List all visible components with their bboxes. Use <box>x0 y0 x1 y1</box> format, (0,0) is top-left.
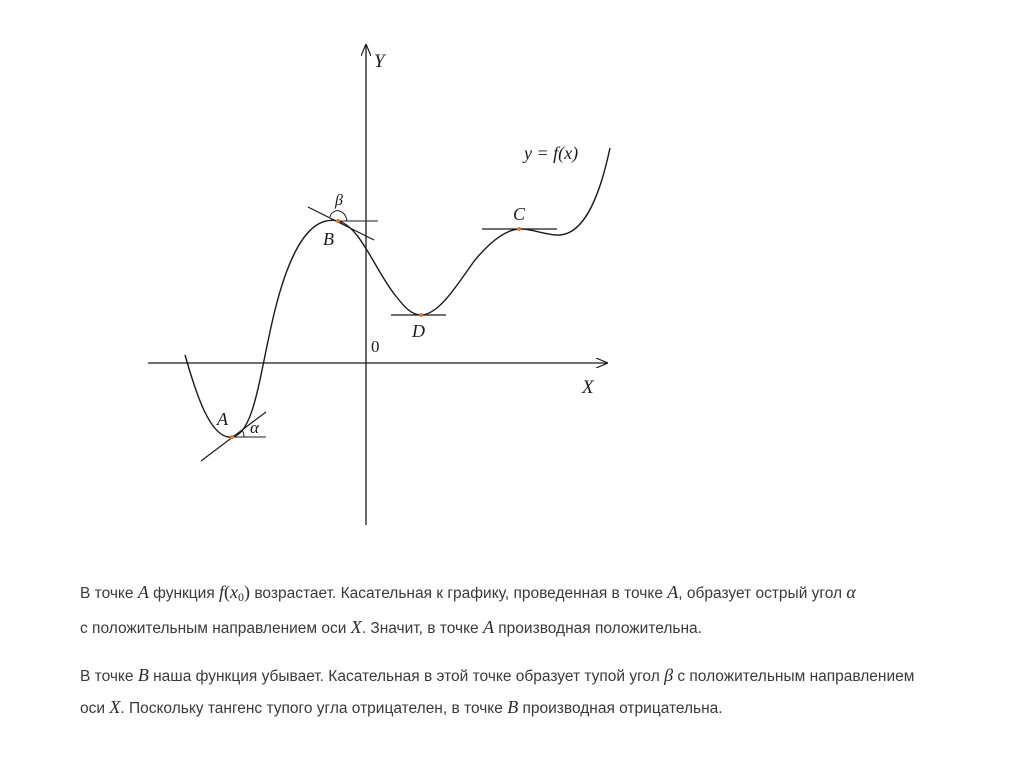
math-b: B <box>137 665 149 685</box>
text-run: возрастает. Касательная к графику, проведенная в точке <box>250 585 668 602</box>
paragraph-b-line-1 <box>80 660 1000 692</box>
text-run: функция <box>148 585 220 602</box>
paragraph-a-line-1 <box>80 577 1000 612</box>
point-b-marker <box>336 219 340 223</box>
math-a: A <box>137 582 149 602</box>
paragraph-point-a <box>80 577 1000 644</box>
point-d-label: D <box>412 321 425 341</box>
math-alpha: α <box>846 582 856 602</box>
point-c-marker <box>517 227 521 231</box>
x-axis-label: X <box>582 377 594 398</box>
math-x-axis: X <box>109 697 121 717</box>
text-run: В точке <box>80 668 138 685</box>
alpha-label: α <box>250 418 259 437</box>
y-axis-label: Y <box>374 51 385 72</box>
math-a: A <box>482 617 494 637</box>
paragraph-b-line-2 <box>80 692 1000 724</box>
text-run: с положительным направлением <box>673 668 915 685</box>
point-a-marker <box>230 435 234 439</box>
math-a: A <box>667 582 679 602</box>
point-a-label: A <box>217 409 228 429</box>
text-run: В точке <box>80 585 138 602</box>
math-f: f <box>219 582 225 602</box>
math-paren: ( <box>224 582 231 602</box>
beta-label: β <box>335 192 343 209</box>
math-b: B <box>507 697 519 717</box>
math-beta: β <box>664 665 674 685</box>
point-b-label: B <box>323 229 334 249</box>
text-run: наша функция убывает. Касательная в этой точке образует тупой угол <box>148 668 665 685</box>
text-run: , образует острый угол <box>678 585 847 602</box>
point-c-label: C <box>513 204 526 224</box>
angle-arc-alpha <box>242 430 244 437</box>
math-paren: ) <box>244 582 251 602</box>
text-run: производная отрицательна. <box>518 700 723 717</box>
text-run: . Значит, в точке <box>361 620 483 637</box>
math-x-axis: X <box>350 617 362 637</box>
paragraph-a-line-2 <box>80 612 1000 644</box>
math-subscript: 0 <box>238 590 245 604</box>
text-run: . Поскольку тангенс тупого угла отрицателен, в точке <box>120 700 508 717</box>
origin-label: 0 <box>371 337 380 356</box>
function-curve <box>185 148 610 437</box>
point-d-marker <box>419 313 423 317</box>
text-run: производная положительна. <box>493 620 702 637</box>
math-x: x <box>230 582 239 602</box>
paragraph-point-b <box>80 660 1000 724</box>
text-run: оси <box>80 700 110 717</box>
text-run: с положительным направлением оси <box>80 620 351 637</box>
curve-label: y = f(x) <box>524 143 579 163</box>
